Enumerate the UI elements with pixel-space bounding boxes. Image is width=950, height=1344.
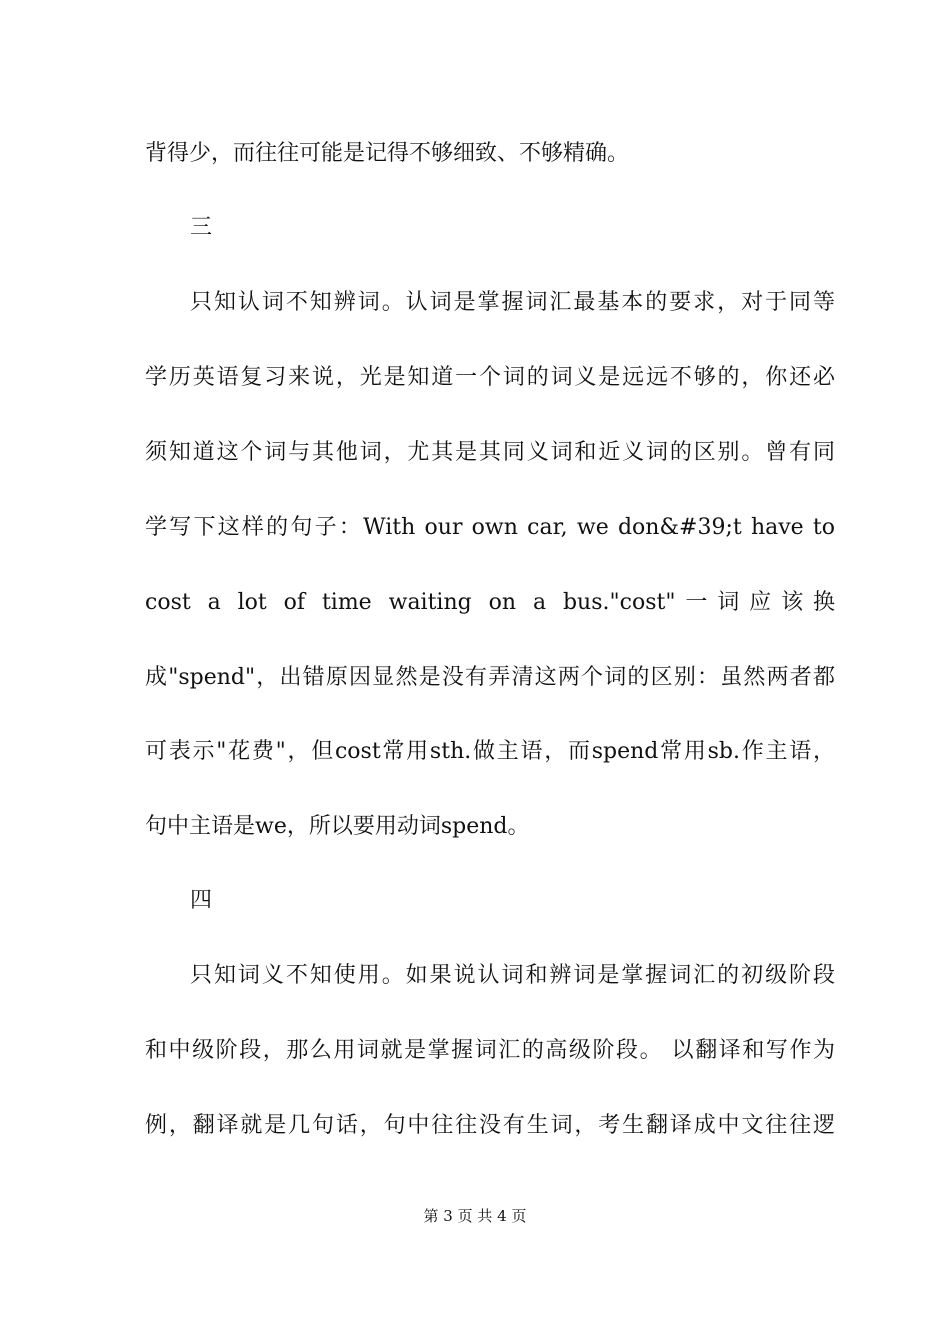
page-footer: 第 3 页 共 4 页 [423,1207,527,1225]
section-heading: 四 [190,888,213,913]
paragraph-line: cost a lot of time waiting on a bus."cost"一词应该换 [145,590,835,615]
paragraph-line: 只知认词不知辨词。认词是掌握词汇最基本的要求，对于同等 [190,290,835,315]
paragraph-line: 句中主语是we，所以要用动词spend。 [145,814,530,839]
paragraph-line: 学历英语复习来说，光是知道一个词的词义是远远不够的，你还必 [145,365,835,390]
paragraph-line: 学写下这样的句子：With our own car, we don&#39;t have to [145,515,835,540]
paragraph-line: 例，翻译就是几句话，句中往往没有生词，考生翻译成中文往往逻 [145,1113,835,1138]
paragraph-line: 须知道这个词与其他词，尤其是其同义词和近义词的区别。曾有同 [145,440,835,465]
section-heading: 三 [190,215,213,240]
paragraph-line: 只知词义不知使用。如果说认词和辨词是掌握词汇的初级阶段 [190,963,835,988]
paragraph-line: 背得少，而往往可能是记得不够细致、不够精确。 [145,141,630,166]
paragraph-line: 和中级阶段，那么用词就是掌握词汇的高级阶段。 以翻译和写作为 [145,1038,835,1063]
paragraph-line: 可表示"花费"，但cost常用sth.做主语，而spend常用sb.作主语， [145,739,835,764]
paragraph-line: 成"spend"，出错原因显然是没有弄清这两个词的区别：虽然两者都 [145,665,835,690]
